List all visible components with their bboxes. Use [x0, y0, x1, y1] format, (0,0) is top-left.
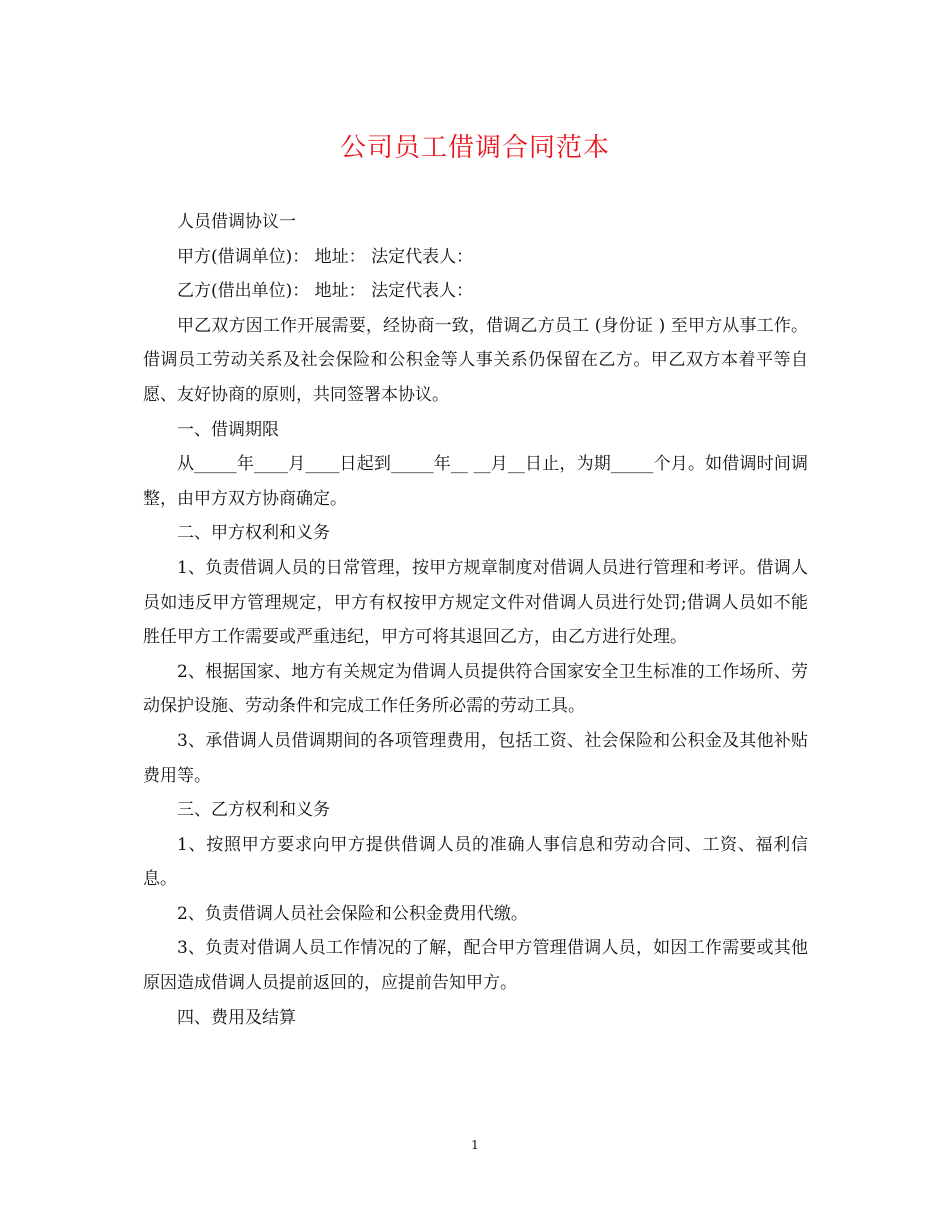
paragraph-party-a-clause-1: 1、负责借调人员的日常管理，按甲方规章制度对借调人员进行管理和考评。借调人员如违反甲方管理规定，甲方有权按甲方规定文件对借调人员进行处罚;借调人员如不能胜任甲方工作需要或严重违纪，甲方可将其退回乙方，由乙方进行处理。 [143, 557, 808, 648]
paragraph-term: 从_____年____月____日起到_____年__ __月__日止，为期_____个月。如借调时间调整，由甲方双方协商确定。 [143, 454, 808, 509]
paragraph-party-b: 乙方(借出单位)： 地址： 法定代表人： [177, 281, 474, 302]
paragraph-party-b-clause-1: 1、按照甲方要求向甲方提供借调人员的准确人事信息和劳动合同、工资、福利信息。 [143, 834, 808, 890]
section-heading-term: 一、借调期限 [177, 419, 279, 440]
paragraph-party-a: 甲方(借调单位)： 地址： 法定代表人： [177, 246, 474, 267]
section-heading-party-a-rights: 二、甲方权利和义务 [177, 523, 330, 544]
section-heading-fees: 四、费用及结算 [177, 1007, 296, 1028]
document-title: 公司员工借调合同范本 [339, 133, 610, 163]
paragraph-agreement-heading: 人员借调协议一 [177, 212, 296, 232]
paragraph-party-b-clause-2: 2、负责借调人员社会保险和公积金费用代缴。 [177, 903, 528, 924]
paragraph-party-a-clause-3: 3、承借调人员借调期间的各项管理费用，包括工资、社会保险和公积金及其他补贴费用等。 [143, 730, 808, 786]
paragraph-party-a-clause-2: 2、根据国家、地方有关规定为借调人员提供符合国家安全卫生标准的工作场所、劳动保护设施、劳动条件和完成工作任务所必需的劳动工具。 [143, 661, 808, 717]
document-body [143, 205, 808, 1035]
paragraph-party-b-clause-3: 3、负责对借调人员工作情况的了解，配合甲方管理借调人员，如因工作需要或其他原因造成借调人员提前返回的，应提前告知甲方。 [143, 938, 808, 994]
page-number: 1 [471, 1138, 479, 1152]
paragraph-preamble: 甲乙双方因工作开展需要，经协商一致，借调乙方员工 (身份证 ) 至甲方从事工作。借调员工劳动关系及社会保险和公积金等人事关系仍保留在乙方。甲乙双方本着平等自愿、友好协商的原则，共同签署本协议。 [143, 315, 808, 405]
section-heading-party-b-rights: 三、乙方权利和义务 [177, 800, 330, 821]
